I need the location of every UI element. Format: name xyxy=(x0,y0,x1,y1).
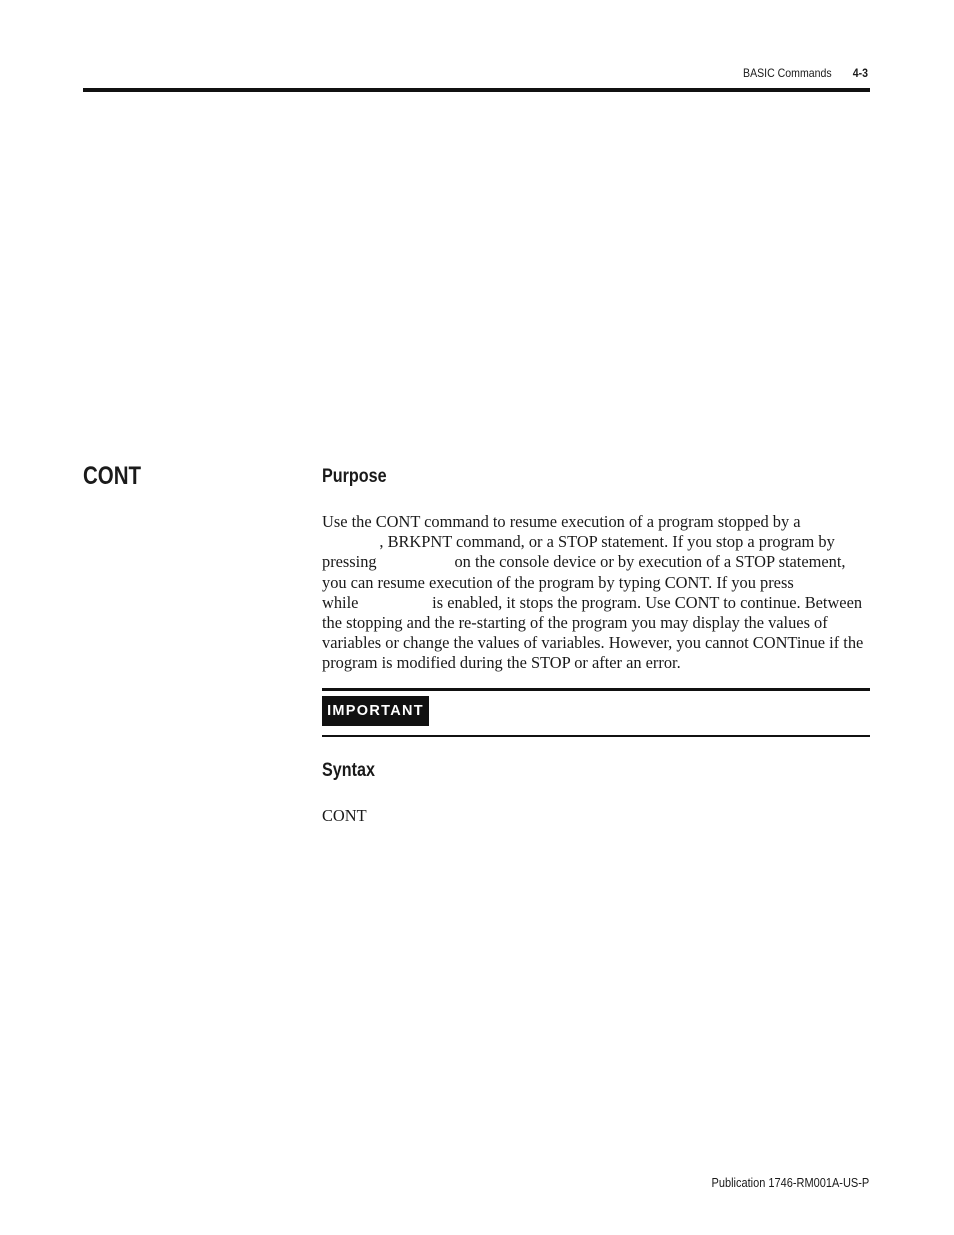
important-label: IMPORTANT xyxy=(322,696,429,726)
purpose-line: , BRKPNT command, or a STOP statement. If you stop a program by xyxy=(322,532,835,552)
command-title: CONT xyxy=(83,462,142,490)
header-page-number: 4-3 xyxy=(852,66,868,80)
purpose-heading: Purpose xyxy=(322,466,387,487)
purpose-line: while is enabled, it stops the program. Use CONT to continue. Between xyxy=(322,592,863,612)
syntax-code: CONT xyxy=(322,806,367,825)
important-bottom-rule xyxy=(322,735,870,737)
header-rule xyxy=(83,88,870,92)
important-top-rule xyxy=(322,688,870,691)
purpose-paragraph xyxy=(322,512,872,674)
footer-publication: Publication 1746-RM001A-US-P xyxy=(711,1176,869,1190)
running-header xyxy=(743,66,868,80)
purpose-line: Use the CONT command to resume execution of a program stopped by a xyxy=(322,512,801,531)
purpose-line: variables or change the values of variables. However, you cannot CONTinue if the xyxy=(322,633,864,653)
purpose-line: pressing on the console device or by execution of a STOP statement, xyxy=(322,552,846,572)
purpose-line: you can resume execution of the program by typing CONT. If you press xyxy=(322,572,794,592)
header-section-title: BASIC Commands xyxy=(742,66,832,80)
purpose-line: program is modified during the STOP or after an error. xyxy=(322,653,681,673)
purpose-line: the stopping and the re-starting of the program you may display the values of xyxy=(322,613,828,633)
syntax-heading: Syntax xyxy=(322,760,375,781)
